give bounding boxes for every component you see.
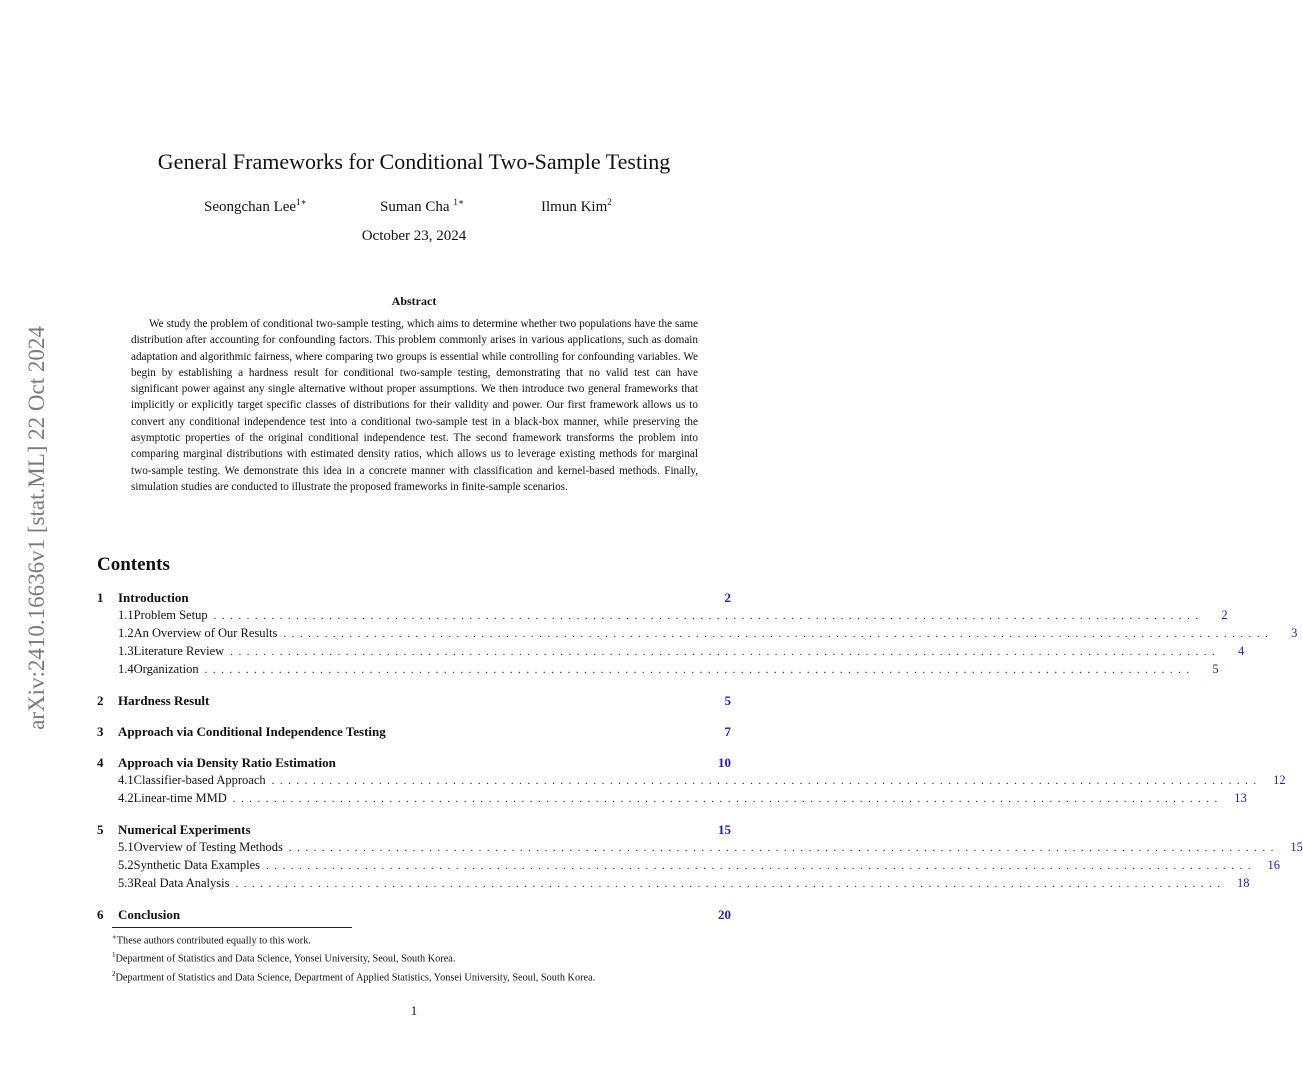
footnote-mark: 1 [112,951,116,960]
footnote-text: Department of Statistics and Data Science, Department of Applied Statistics, Yonsei University, Seoul, South Korea. [115,972,596,984]
toc-subsection-number: 1.1 [118,608,134,622]
toc-section-title: Introduction [118,590,189,605]
toc-section-title: Hardness Result [118,693,210,708]
toc-page-link[interactable]: 13 [1234,791,1247,805]
toc-subsection-title: Synthetic Data Examples [133,858,260,872]
paper-title: General Frameworks for Conditional Two-Sample Testing [157,149,671,174]
toc-subsection[interactable] [97,791,1247,809]
toc-subsection-title: Overview of Testing Methods [133,840,283,854]
toc-page-link[interactable]: 15 [1290,840,1303,854]
toc-section-number: 2 [97,693,104,708]
toc-page-link[interactable]: 10 [718,755,731,770]
author [541,197,612,216]
toc-subsection-number: 1.2 [118,626,134,640]
toc-subsection-title: Real Data Analysis [133,876,230,890]
author-name: Ilmun Kim [541,199,608,215]
toc-section-title: Approach via Conditional Independence Testing [118,724,386,739]
toc-subsection[interactable] [97,626,1298,644]
abstract-heading: Abstract [391,294,437,308]
toc-subsection-title: Linear-time MMD [133,791,227,805]
page-number: 1 [410,1003,418,1018]
toc-subsection-number: 4.1 [118,773,134,787]
toc-leader-dots: ........................................................................................................................ [230,646,1221,658]
toc-subsection-title: Classifier-based Approach [133,773,266,787]
toc-subsection[interactable] [97,773,1286,791]
footnote-text: Department of Statistics and Data Science, Yonsei University, Seoul, South Korea. [115,953,456,965]
toc-leader-dots: ........................................................................................................................ [204,664,1195,676]
toc-page-link[interactable]: 5 [1212,662,1219,676]
toc-subsection[interactable] [97,644,1245,662]
toc-page-link[interactable]: 7 [724,724,731,739]
toc-subsection[interactable] [97,608,1228,626]
footnote-mark: ∗ [112,933,117,941]
toc-subsection[interactable] [97,876,1250,894]
abstract-text: We study the problem of conditional two-sample testing, which aims to determine whether two populations have the same distribution after accounting for confounding factors. This problem commonly arises in various applications, such as domain adaptation and algorithmic fairness, where comparing two groups is essential while controlling for confounding variables. We begin by establishing a hardness result for conditional two-sample testing, demonstrating that no valid test can have significant power against any single alternative without proper assumptions. We then introduce two general frameworks that implicitly or explicitly target specific classes of distributions for their validity and power. Our first framework allows us to convert any conditional independence test into a conditional two-sample test in a black-box manner, while preserving the asymptotic properties of the original conditional independence test. The second framework transforms the problem into comparing marginal distributions with estimated density ratios, which allows us to leverage existing methods for marginal two-sample testing. We demonstrate this idea in a concrete manner with classification and kernel-based methods. Finally, simulation studies are conducted to illustrate the proposed frameworks in finite-sample scenarios. [131,318,698,493]
author-mark: 1∗ [296,197,307,207]
author-mark: 1∗ [453,197,464,207]
toc-page-link[interactable]: 4 [1237,644,1245,658]
toc-page-link[interactable]: 2 [1221,608,1228,622]
toc-subsection-number: 1.4 [118,662,134,676]
toc-leader-dots: ........................................................................................................................ [213,610,1204,622]
toc-page-link[interactable]: 3 [1291,626,1298,640]
toc-leader-dots: ........................................................................................................................ [288,842,1279,854]
footnote [112,967,732,985]
toc-section-number: 5 [97,822,104,837]
author-mark: 2 [607,197,612,207]
toc-leader-dots: ........................................................................................................................ [235,878,1226,890]
toc-section-title: Conclusion [118,907,181,922]
paper-date: October 23, 2024 [361,228,467,244]
toc-subsection-number: 4.2 [118,791,134,805]
toc-subsection-title: Literature Review [133,644,225,658]
footnote-text: These authors contributed equally to this work. [116,935,311,947]
toc-page-link[interactable]: 20 [718,907,731,922]
footnote-rule [112,927,352,928]
toc-subsection-title: Organization [133,662,199,676]
author-name: Seongchan Lee [204,199,297,215]
toc-subsection[interactable] [97,662,1219,680]
toc-section[interactable] [97,822,731,840]
toc-section[interactable] [97,907,731,925]
toc-page-link[interactable]: 12 [1273,773,1286,787]
toc-leader-dots: ........................................................................................................................ [232,793,1223,805]
toc-page-link[interactable]: 5 [724,693,731,708]
contents-heading: Contents [97,554,170,575]
toc-section-number: 3 [97,724,104,739]
toc-subsection[interactable] [97,840,1303,858]
toc-section[interactable] [97,590,731,608]
toc-subsection-number: 5.1 [118,840,134,854]
toc-subsection-title: An Overview of Our Results [133,626,278,640]
footnotes [112,930,732,985]
toc-section[interactable] [97,724,731,742]
toc-page-link[interactable]: 16 [1267,858,1280,872]
toc-page-link[interactable]: 2 [724,590,731,605]
toc-section-number: 4 [97,755,104,770]
author [380,197,464,216]
toc-section[interactable] [97,755,731,773]
author [204,197,307,216]
toc-subsection-number: 1.3 [118,644,134,658]
toc-page-link[interactable]: 18 [1236,876,1250,890]
footnote [112,948,732,966]
toc-section-title: Approach via Density Ratio Estimation [118,755,336,770]
toc-section-title: Numerical Experiments [118,822,251,837]
toc-section[interactable] [97,693,731,711]
toc-leader-dots: ........................................................................................................................ [271,775,1262,787]
toc-subsection-number: 5.2 [118,858,134,872]
toc-section-number: 6 [97,907,104,922]
toc-subsection[interactable] [97,858,1280,876]
arxiv-stamp: arXiv:2410.16636v1 [stat.ML] 22 Oct 2024 [24,326,49,730]
author-name: Suman Cha [380,199,450,215]
toc-subsection-number: 5.3 [118,876,134,890]
toc-leader-dots: ........................................................................................................................ [265,860,1256,872]
toc-page-link[interactable]: 15 [718,822,731,837]
footnote [112,930,732,948]
footnote-mark: 2 [112,969,116,978]
toc-section-number: 1 [97,590,104,605]
toc-subsection-title: Problem Setup [133,608,208,622]
toc-leader-dots: ........................................................................................................................ [283,628,1274,640]
